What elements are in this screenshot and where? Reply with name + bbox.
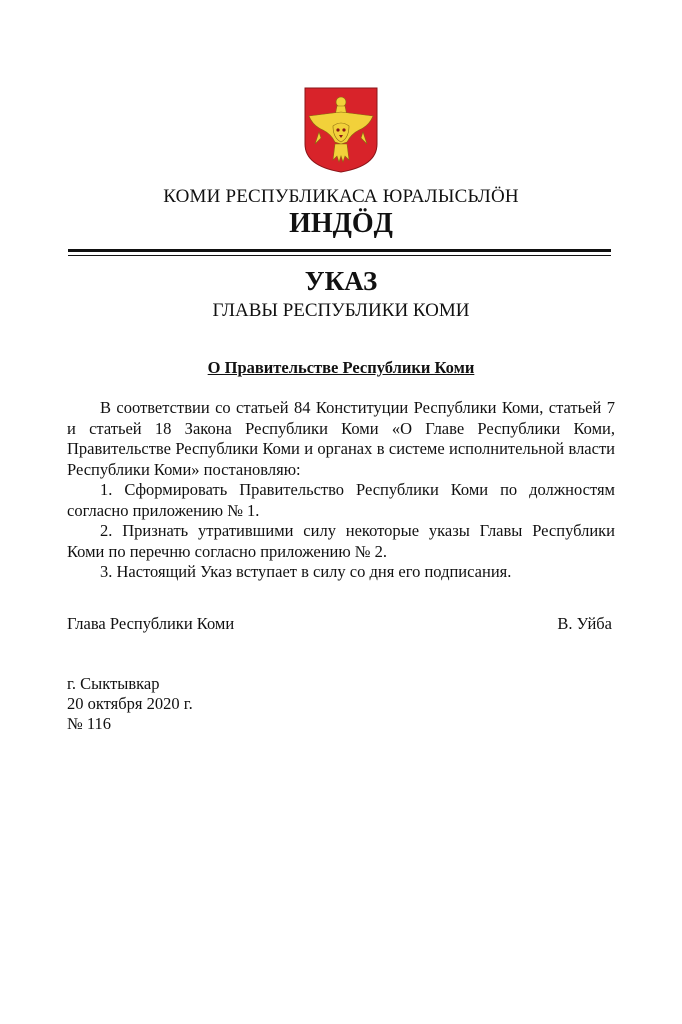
decree-item-1: 1. Сформировать Правительство Республики Коми по должностям согласно приложению № 1.	[67, 480, 615, 520]
signatory-name: В. Уйба	[557, 614, 612, 633]
decree-body	[67, 398, 615, 583]
decree-title: УКАЗ	[304, 266, 378, 296]
decree-date: 20 октября 2020 г.	[67, 694, 193, 713]
decree-preamble: В соответствии со статьей 84 Конституции Республики Коми, статьей 7 и статьей 18 Закона Республики Коми «О Главе Республики Коми, Правительстве Республики Коми и органах в системе исполнительной власти Республики Коми» постановляю:	[67, 398, 615, 479]
decree-item-3: 3. Настоящий Указ вступает в силу со дня его подписания.	[100, 562, 512, 581]
header-divider-thin	[68, 255, 611, 256]
decree-issuer: ГЛАВЫ РЕСПУБЛИКИ КОМИ	[212, 300, 470, 321]
decree-meta	[67, 674, 193, 734]
header-divider-thick	[68, 249, 611, 252]
decree-title-komi: ИНДӦД	[289, 208, 393, 239]
decree-subject-text: О Правительстве Республики Коми	[207, 358, 475, 377]
decree-number: № 116	[67, 714, 112, 733]
decree-city: г. Сыктывкар	[67, 674, 160, 693]
signatory-position: Глава Республики Коми	[67, 614, 235, 633]
komi-coat-of-arms-icon	[303, 86, 379, 174]
issuer-komi-language: КОМИ РЕСПУБЛИКАСА ЮРАЛЫСЬЛӦН	[163, 186, 519, 207]
decree-item-2: 2. Признать утратившими силу некоторые указы Главы Республики Коми по перечню согласно приложению № 2.	[67, 521, 615, 561]
decree-subject	[0, 358, 682, 378]
